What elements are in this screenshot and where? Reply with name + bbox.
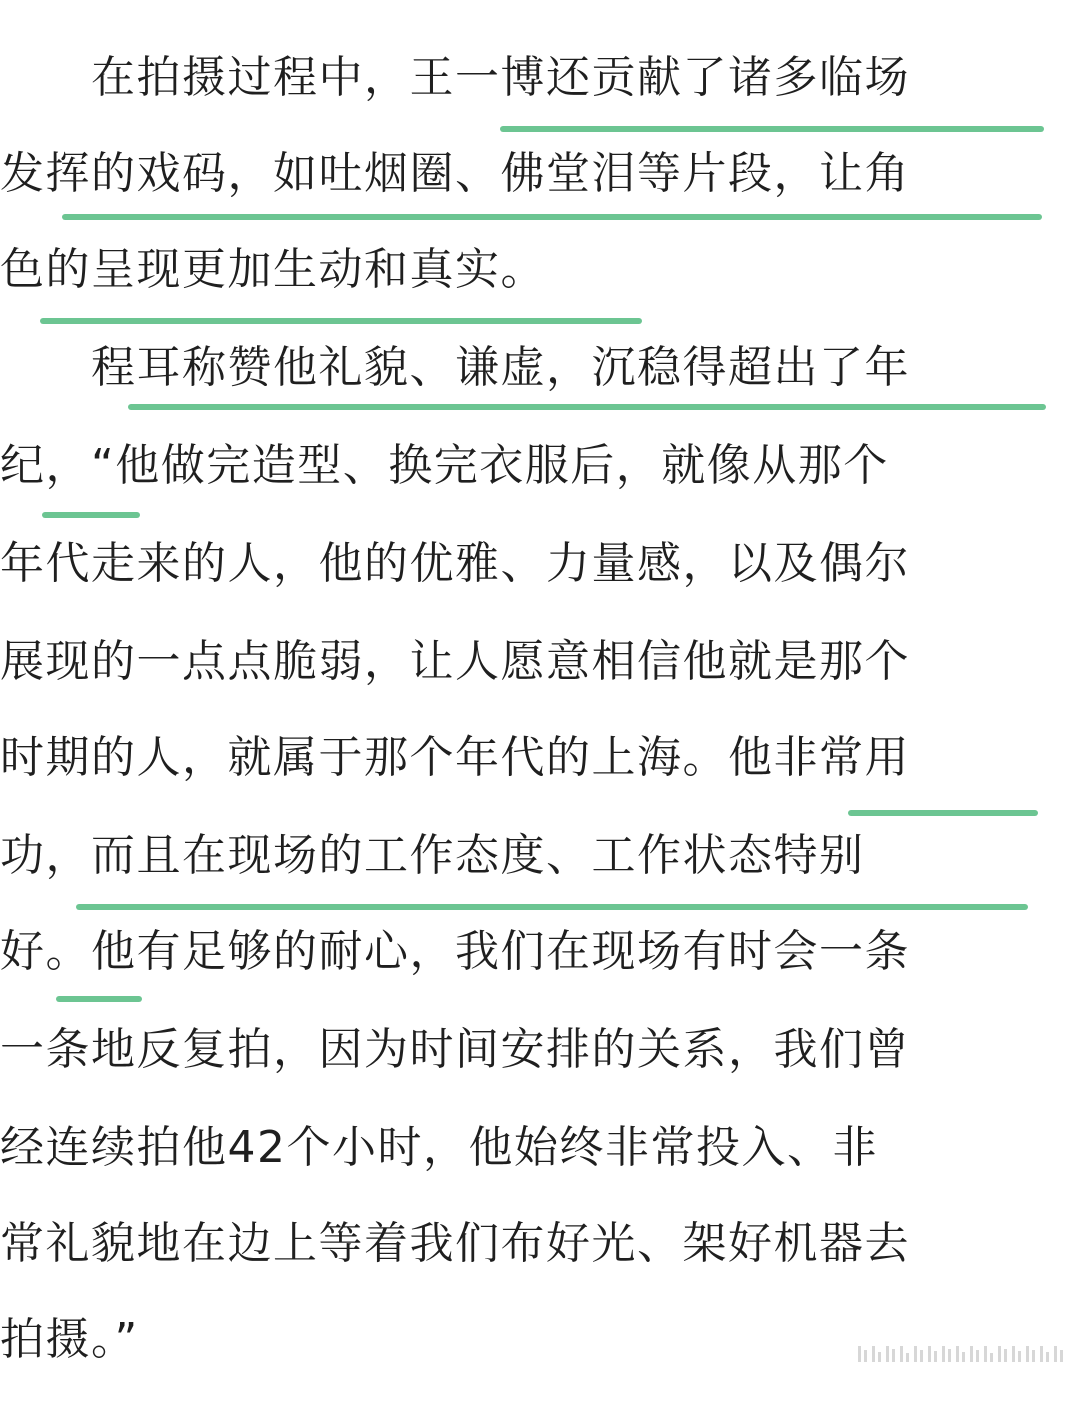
text-line-12: 经连续拍他42个小时，他始终非常投入、非 <box>0 1122 878 1173</box>
text-line-13: 常礼貌地在边上等着我们布好光、架好机器去 <box>0 1218 910 1269</box>
highlight-underline-8 <box>56 996 142 1002</box>
text-line-9: 功，而且在现场的工作态度、工作状态特别 <box>0 830 865 881</box>
highlight-underline-6 <box>848 810 1038 816</box>
highlight-underline-3 <box>40 318 642 324</box>
highlight-underline-2 <box>62 214 1042 220</box>
text-line-7: 展现的一点点脆弱，让人愿意相信他就是那个 <box>0 636 910 687</box>
watermark-logo <box>858 1344 1066 1364</box>
text-line-1: 在拍摄过程中，王一博还贡献了诸多临场 <box>0 52 910 103</box>
text-line-2: 发挥的戏码，如吐烟圈、佛堂泪等片段，让角 <box>0 148 910 199</box>
text-line-6: 年代走来的人，他的优雅、力量感，以及偶尔 <box>0 538 910 589</box>
highlight-underline-7 <box>76 904 1028 910</box>
text-line-10: 好。他有足够的耐心，我们在现场有时会一条 <box>0 926 910 977</box>
text-line-14: 拍摄。” <box>0 1314 139 1365</box>
highlight-underline-5 <box>42 512 140 518</box>
text-line-4: 程耳称赞他礼貌、谦虚，沉稳得超出了年 <box>0 342 910 393</box>
highlight-underline-4 <box>128 404 1046 410</box>
text-line-5: 纪，“他做完造型、换完衣服后，就像从那个 <box>0 440 889 491</box>
text-line-3: 色的呈现更加生动和真实。 <box>0 244 546 295</box>
text-line-8: 时期的人，就属于那个年代的上海。他非常用 <box>0 732 910 783</box>
text-line-11: 一条地反复拍，因为时间安排的关系，我们曾 <box>0 1024 910 1075</box>
cut-off-previous-line <box>0 0 1080 14</box>
highlight-underline-1 <box>500 126 1044 132</box>
